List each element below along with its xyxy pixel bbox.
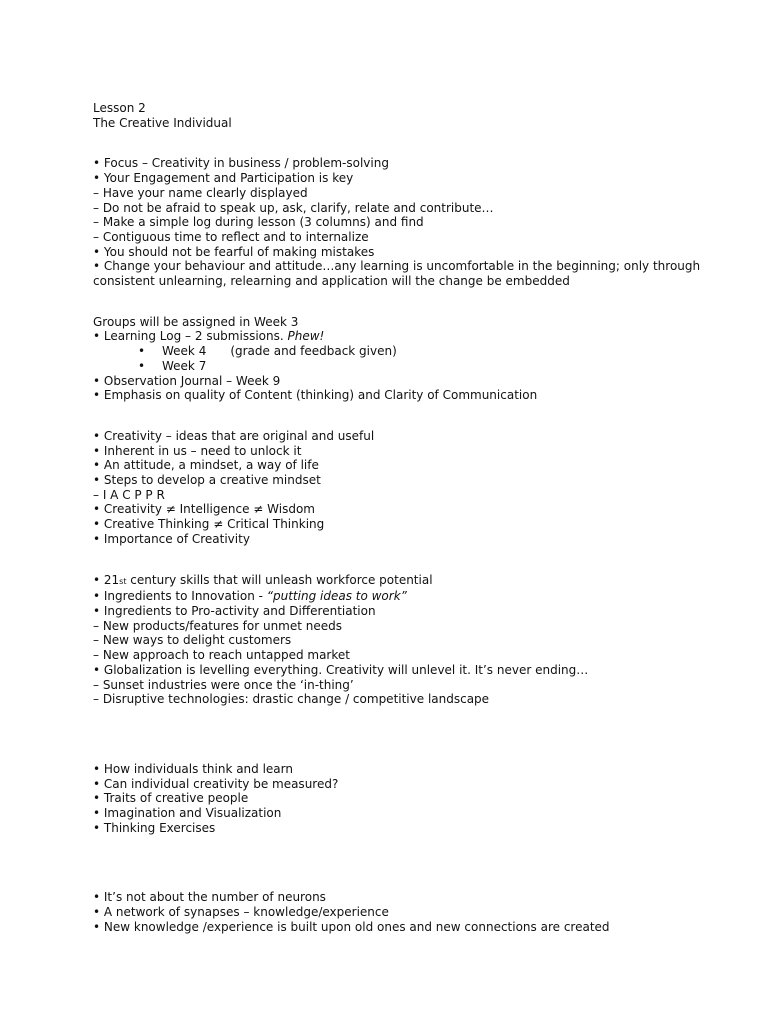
skills-prefix: • 21 bbox=[93, 572, 120, 587]
sub-list-item bbox=[93, 344, 713, 359]
spacer bbox=[93, 835, 713, 890]
list-item: – Make a simple log during lesson (3 columns) and find bbox=[93, 215, 424, 230]
spacer bbox=[93, 130, 713, 156]
bullet-icon: • bbox=[138, 344, 146, 359]
learning-log-emphasis: Phew! bbox=[287, 329, 325, 344]
list-item: • Emphasis on quality of Content (thinking) and Clarity of Communication bbox=[93, 388, 538, 403]
list-item: • Creativity – ideas that are original and useful bbox=[93, 428, 375, 443]
sub-list-item bbox=[93, 359, 713, 374]
list-item: • Focus – Creativity in business / problem-solving bbox=[93, 156, 389, 171]
ordinal-suffix: st bbox=[119, 576, 127, 586]
list-item bbox=[93, 589, 713, 604]
list-item: • Your Engagement and Participation is key bbox=[93, 171, 354, 186]
section-neurons bbox=[93, 890, 713, 934]
bullet-icon: • bbox=[138, 358, 146, 373]
list-item bbox=[93, 573, 713, 590]
list-item: • An attitude, a mindset, a way of life bbox=[93, 458, 319, 473]
list-item: • You should not be fearful of making mistakes bbox=[93, 244, 375, 259]
section-thinking bbox=[93, 762, 713, 836]
list-item: – Sunset industries were once the ‘in-thing’ bbox=[93, 677, 354, 692]
list-item: – New approach to reach untapped market bbox=[93, 648, 350, 663]
list-item: – Do not be afraid to speak up, ask, clarify, relate and contribute… bbox=[93, 200, 494, 215]
list-item bbox=[93, 329, 713, 344]
innovation-text: • Ingredients to Innovation - bbox=[93, 589, 267, 604]
learning-log-text: • Learning Log – 2 submissions. bbox=[93, 329, 288, 344]
list-item: – New ways to delight customers bbox=[93, 633, 292, 648]
list-item: • Creative Thinking ≠ Critical Thinking bbox=[93, 517, 325, 532]
list-item: • Change your behaviour and attitude…any learning is uncomfortable in the beginning; only through bbox=[93, 259, 701, 274]
list-item: – New products/features for unmet needs bbox=[93, 618, 342, 633]
week4-label: Week 4 bbox=[162, 344, 207, 359]
week7-label: Week 7 bbox=[162, 358, 207, 373]
spacer bbox=[93, 403, 713, 429]
section-skills bbox=[93, 573, 713, 707]
spacer bbox=[93, 547, 713, 573]
list-item: • Importance of Creativity bbox=[93, 531, 250, 546]
list-item: – Contiguous time to reflect and to internalize bbox=[93, 229, 369, 244]
week4-note: (grade and feedback given) bbox=[230, 344, 397, 359]
list-item: • A network of synapses – knowledge/experience bbox=[93, 905, 389, 920]
lesson-title: The Creative Individual bbox=[93, 115, 232, 130]
list-item: – I A C P P R bbox=[93, 487, 165, 502]
list-item: – Have your name clearly displayed bbox=[93, 185, 308, 200]
groups-note: Groups will be assigned in Week 3 bbox=[93, 314, 299, 329]
list-item: • Inherent in us – need to unlock it bbox=[93, 443, 302, 458]
list-item: • Globalization is levelling everything. Creativity will unlevel it. It’s never ending… bbox=[93, 662, 589, 677]
spacer bbox=[93, 707, 713, 762]
skills-text: century skills that will unleash workforce potential bbox=[126, 572, 433, 587]
innovation-quote: “putting ideas to work” bbox=[266, 589, 407, 604]
list-item: • Thinking Exercises bbox=[93, 820, 216, 835]
document-page bbox=[93, 101, 713, 935]
list-item: • It’s not about the number of neurons bbox=[93, 890, 326, 905]
list-item: • How individuals think and learn bbox=[93, 761, 293, 776]
section-assessment bbox=[93, 315, 713, 403]
list-item: • Can individual creativity be measured? bbox=[93, 776, 339, 791]
section-focus bbox=[93, 156, 713, 288]
list-item: • New knowledge /experience is built upon old ones and new connections are created bbox=[93, 919, 610, 934]
lesson-number: Lesson 2 bbox=[93, 101, 146, 115]
list-item: • Observation Journal – Week 9 bbox=[93, 373, 281, 388]
spacer bbox=[93, 289, 713, 315]
list-item: consistent unlearning, relearning and application will the change be embedded bbox=[93, 274, 570, 289]
list-item: • Imagination and Visualization bbox=[93, 806, 282, 821]
list-item: • Steps to develop a creative mindset bbox=[93, 473, 321, 488]
list-item: • Ingredients to Pro-activity and Differentiation bbox=[93, 603, 376, 618]
list-item: • Creativity ≠ Intelligence ≠ Wisdom bbox=[93, 502, 315, 517]
section-creativity bbox=[93, 429, 713, 547]
list-item: • Traits of creative people bbox=[93, 791, 249, 806]
list-item: – Disruptive technologies: drastic change / competitive landscape bbox=[93, 692, 490, 707]
